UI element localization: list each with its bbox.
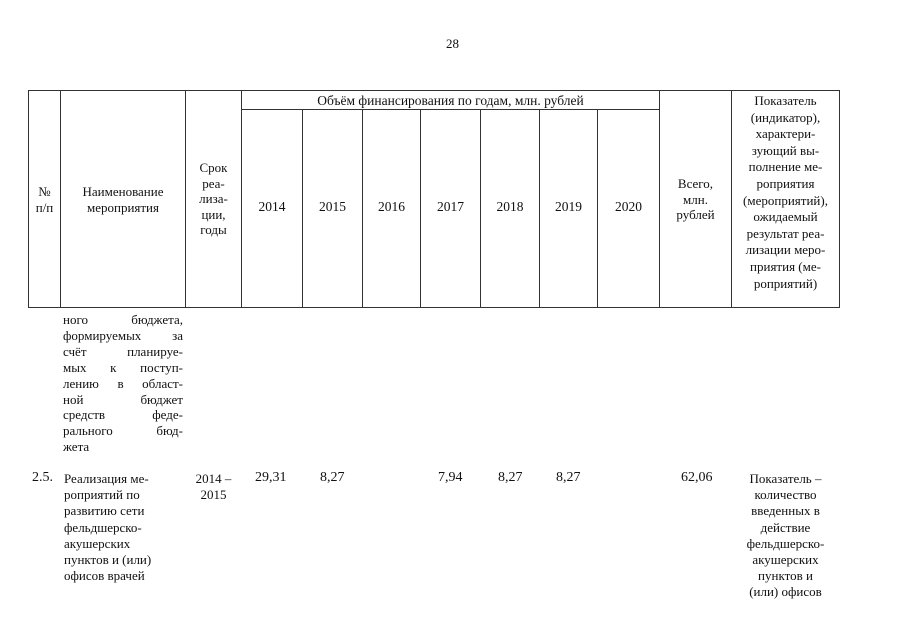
grid-line xyxy=(28,90,840,91)
grid-line xyxy=(839,90,840,308)
row-term: 2014 – 2015 xyxy=(195,471,232,503)
value-2017: 7,94 xyxy=(438,470,463,485)
row-total: 62,06 xyxy=(681,470,713,485)
continued-row-name: ного бюджета, формируемых за счёт планируе- мых к поступ- лению в област- ной бюджет средств феде- рального бюд- жета xyxy=(63,312,183,455)
value-2019: 8,27 xyxy=(556,470,581,485)
header-financing-title: Объём финансирования по годам, млн. рублей xyxy=(317,93,584,108)
header-year-2017: 2017 xyxy=(437,199,464,214)
header-year-2016: 2016 xyxy=(378,199,405,214)
header-indicator: Показатель (индикатор), характери- зующий вы- полнение ме- роприятия (мероприятий), ожидаемый результат реа- лизации меро- приятия (ме- роприятий) xyxy=(743,93,828,291)
header-total: Всего, млн. рублей xyxy=(676,176,715,222)
row-number: 2.5. xyxy=(32,470,53,485)
header-year-2018: 2018 xyxy=(496,199,524,214)
header-year-2015: 2015 xyxy=(319,199,346,214)
header-term: Срок реа- лиза- ции, годы xyxy=(199,160,228,237)
page-number: 28 xyxy=(446,36,459,51)
header-year-2014: 2014 xyxy=(258,199,286,214)
header-name: Наименование мероприятия xyxy=(82,184,164,215)
header-year-2019: 2019 xyxy=(555,199,582,214)
header-num: № п/п xyxy=(35,184,54,215)
value-2014: 29,31 xyxy=(255,470,287,485)
row-indicator: Показатель – количество введенных в действие фельдшерско- акушерских пунктов и (или) офисов xyxy=(746,471,825,600)
grid-line xyxy=(28,307,840,308)
value-2015: 8,27 xyxy=(320,470,345,485)
header-year-2020: 2020 xyxy=(615,199,642,214)
row-name: Реализация ме- роприятий по развитию сети фельдшерско- акушерских пунктов и (или) офисов врачей xyxy=(64,471,152,584)
value-2018: 8,27 xyxy=(498,470,523,485)
